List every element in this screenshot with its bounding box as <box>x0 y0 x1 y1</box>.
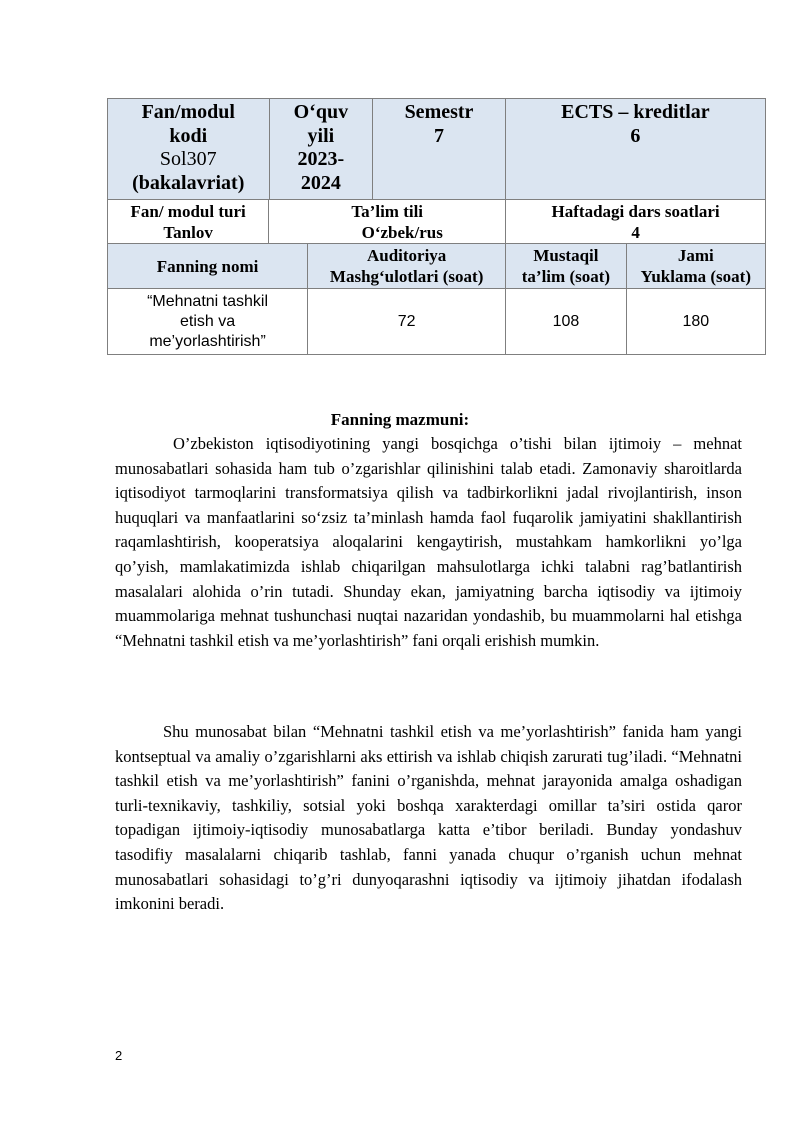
course-code-label: Fan/modul <box>141 101 235 123</box>
course-name-value: “Mehnatni tashkil <box>147 292 269 310</box>
course-code-cell <box>107 98 270 200</box>
academic-year-label: yili <box>307 124 335 147</box>
total-load-header <box>626 243 766 289</box>
course-name-label: Fanning nomi <box>156 256 259 276</box>
table-row <box>108 200 766 244</box>
course-name-cell <box>107 288 308 355</box>
classroom-hours-value: 72 <box>397 312 416 330</box>
course-name-value: me’yorlashtirish” <box>149 332 266 350</box>
self-study-value: 108 <box>552 312 580 330</box>
total-load-cell <box>626 288 766 355</box>
self-study-label: ta’lim (soat) <box>521 267 611 286</box>
course-name-value: etish va <box>179 312 236 330</box>
ects-cell <box>505 98 766 200</box>
academic-year-value: 2024 <box>300 171 341 194</box>
self-study-header <box>505 243 626 289</box>
body-paragraph: Shu munosabat bilan “Mehnatni tashkil etish va me’yorlashtirish” fanida ham yangi kontseptual va amaliy o’zgarishlarni aks ettirish va ishlab chiqish zarurati tug’iladi. “Mehnatni tashkil etish va me’yorlashtirish” fanini o’rganishda, mehnat jarayonida amalga oshadigan turli-texnikaviy, tashkiliy, sotsial yoki boshqa xarakterdagi omillar ta’siri ostida qaror topadigan ijtimoiy-iqtisodiy munosabatlarga katta e’tibor beriladi. Bunday yondashuv tasodifiy masalalarni chiqarib tashlab, fanni yanada chuqur o’rganish uchun mehnat munosabatlari sohasidagi to’g’ri dunyoqarashni iqtisodiy va ijtimoiy jihatdan ifodalash imkonini beradi. <box>115 722 742 914</box>
semester-cell <box>372 98 506 200</box>
weekly-hours-label: Haftadagi dars soatlari <box>551 202 720 221</box>
course-type-cell <box>107 199 269 244</box>
self-study-label: Mustaqil <box>533 246 599 265</box>
section-heading: Fanning mazmuni: <box>330 410 470 429</box>
page-number: 2 <box>115 1048 123 1063</box>
semester-value: 7 <box>434 124 444 147</box>
ects-value: 6 <box>630 124 641 147</box>
self-study-cell <box>505 288 626 355</box>
total-load-value: 180 <box>682 312 710 330</box>
classroom-hours-cell <box>307 288 506 355</box>
course-code-value: Sol307 <box>159 148 217 170</box>
course-info-table <box>108 99 766 355</box>
language-value: O‘zbek/rus <box>361 223 443 242</box>
course-type-value: Tanlov <box>163 223 213 242</box>
language-label: Ta’lim tili <box>351 202 424 221</box>
total-load-label: Jami <box>677 246 714 265</box>
academic-year-value: 2023- <box>297 148 345 170</box>
course-level: (bakalavriat) <box>132 171 245 194</box>
semester-label: Semestr <box>404 101 474 123</box>
classroom-hours-header <box>307 243 506 289</box>
course-type-label: Fan/ modul turi <box>130 202 246 221</box>
body-paragraph: O’zbekiston iqtisodiyotining yangi bosqichga o’tishi bilan ijtimoiy – mehnat munosabatlari sohasida ham tub o’zgarishlar qilinishini talab etadi. Zamonaviy sharoitlarda iqtisodiyot tarmoqlarini transformatsiya qilish va tadbirkorlikni jadal rivojlantirish, inson huquqlari va manfaatlarini so‘zsiz ta’minlash hamda faol fuqarolik jamiyatini shakllantirish raqamlashtirish, kooperatsiya aloqalarini kengaytirish, mustahkam hamkorlikni yo’lga qo’yish, mamlakatimizda ishlab chiqarilgan mahsulotlarga ichki talabni rag’batlantirish masalalari alohida o’rin tutadi. Shunday ekan, jamiyatning barcha iqtisodiy va ijtimoiy muammolariga mehnat tushunchasi nuqtai nazaridan yondashib, bu muammolarni hal etishga “Mehnatni tashkil etish va me’yorlashtirish” fani orqali erishish mumkin. <box>115 434 742 650</box>
table-row <box>108 244 766 289</box>
course-code-label: kodi <box>169 124 208 147</box>
course-name-header <box>107 243 308 289</box>
language-cell <box>268 199 506 244</box>
table-row <box>108 289 766 355</box>
classroom-hours-label: Mashg‘ulotlari (soat) <box>329 267 484 286</box>
total-load-label: Yuklama (soat) <box>640 267 751 286</box>
ects-label: ECTS – kreditlar <box>561 101 710 123</box>
weekly-hours-cell <box>505 199 766 244</box>
classroom-hours-label: Auditoriya <box>366 246 447 265</box>
academic-year-label: O‘quv <box>293 101 349 123</box>
table-row <box>108 99 766 200</box>
academic-year-cell <box>269 98 374 200</box>
weekly-hours-value: 4 <box>631 223 640 242</box>
